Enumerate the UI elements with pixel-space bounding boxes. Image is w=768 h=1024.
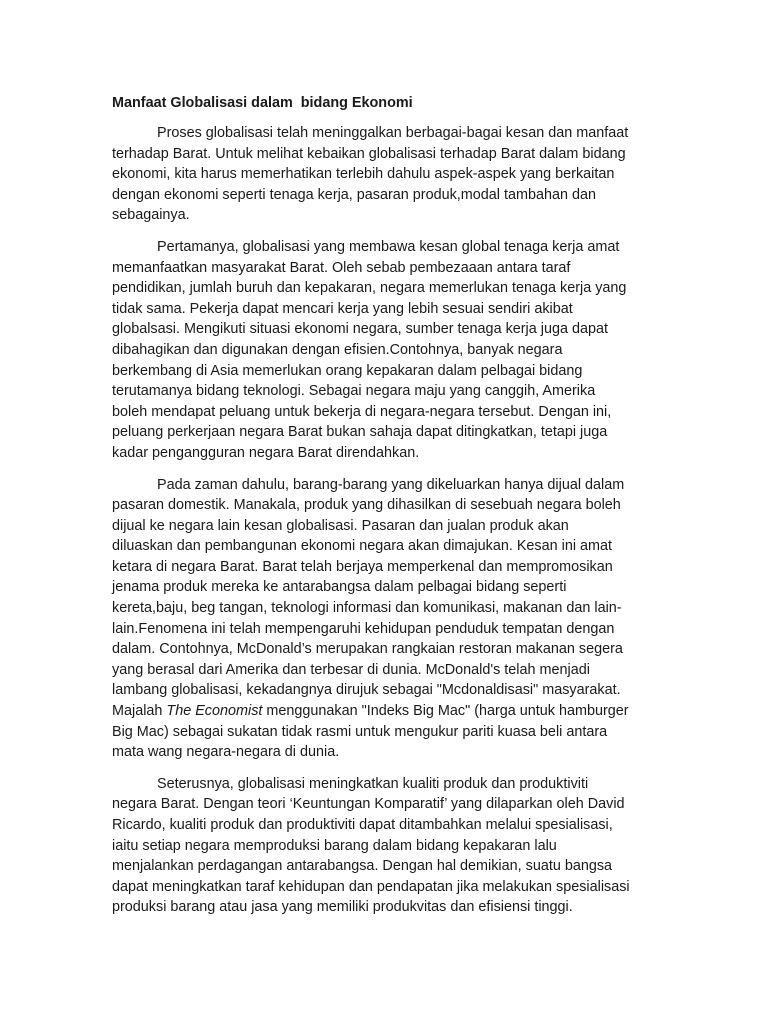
paragraph-line: dengan ekonomi seperti tenaga kerja, pasaran produk,modal tambahan dan — [112, 186, 597, 203]
paragraph-line: lain.Fenomena ini telah mempengaruhi kehidupan penduduk tempatan dengan — [112, 620, 615, 637]
paragraph-line: ekonomi, kita harus memerhatikan terlebih dahulu aspek-aspek yang berkaitan — [112, 166, 615, 183]
paragraph-line: kereta,baju, beg tangan, teknologi informasi dan komunikasi, makanan dan lain- — [112, 600, 622, 617]
paragraph-line: produksi barang atau jasa yang memiliki produkvitas dan efisiensi tinggi. — [112, 899, 573, 916]
paragraph-line: dijual ke negara lain kesan globalisasi. Pasaran dan jualan produk akan — [112, 517, 569, 534]
paragraph-line: kadar pengangguran negara Barat direndahkan. — [112, 444, 420, 461]
paragraph-line: globalsasi. Mengikuti situasi ekonomi negara, sumber tenaga kerja juga dapat — [112, 321, 608, 338]
text-run: menggunakan "Indeks Big Mac" (harga untuk hamburger — [262, 703, 629, 720]
paragraph-line: tidak sama. Pekerja dapat mencari kerja yang lebih sesuai sendiri akibat — [112, 300, 573, 317]
italic-publication-name: The Economist — [166, 703, 263, 720]
paragraph-line: mata wang negara-negara di dunia. — [112, 744, 340, 761]
paragraph-line: berkembang di Asia memerlukan orang kepakaran dalam pelbagai bidang — [112, 362, 583, 379]
paragraph-line: terutamanya bidang teknologi. Sebagai negara maju yang canggih, Amerika — [112, 383, 596, 400]
paragraph-line: negara Barat. Dengan teori ‘Keuntungan Komparatif’ yang dilaparkan oleh David — [112, 796, 625, 813]
paragraph-line: Seterusnya, globalisasi meningkatkan kualiti produk dan produktiviti — [157, 775, 589, 792]
paragraph-line: sebagainya. — [112, 207, 190, 224]
paragraph-line: jenama produk mereka ke antarabangsa dalam pelbagai bidang seperti — [112, 579, 567, 596]
paragraph-line: diluaskan dan pembangunan ekonomi negara akan dimajukan. Kesan ini amat — [112, 538, 613, 555]
paragraph-3 — [112, 475, 658, 763]
text-run: Majalah — [112, 703, 167, 720]
paragraph-line: Ricardo, kualiti produk dan produktiviti dapat ditambahkan melalui spesialisasi, — [112, 817, 613, 833]
paragraph-4 — [112, 774, 658, 918]
paragraph-line: dalam. Contohnya, McDonald’s merupakan rangkaian restoran makanan segera — [112, 641, 623, 658]
paragraph-line: dapat meningkatkan taraf kehidupan dan pendapatan jika melakukan spesialisasi — [112, 878, 630, 895]
paragraph-line: pasaran domestik. Manakala, produk yang dihasilkan di sesebuah negara boleh — [112, 497, 621, 514]
paragraph-line: yang berasal dari Amerika dan terbesar di dunia. McDonald's telah menjadi — [112, 661, 590, 678]
document-title: Manfaat Globalisasi dalam bidang Ekonomi — [112, 95, 413, 111]
paragraph-line: ketara di negara Barat. Barat telah berjaya memperkenal dan mempromosikan — [112, 558, 613, 575]
paragraph-line: memanfaatkan masyarakat Barat. Oleh sebab pembezaaan antara taraf — [112, 259, 571, 276]
paragraph-line: menjalankan perdagangan antarabangsa. Dengan hal demikian, suatu bangsa — [112, 858, 613, 875]
paragraph-line: Big Mac) sebagai sukatan tidak rasmi untuk mengukur pariti kuasa beli antara — [112, 723, 608, 740]
paragraph-line: Pada zaman dahulu, barang-barang yang dikeluarkan hanya dijual dalam — [157, 476, 625, 493]
paragraph-line: pendidikan, jumlah buruh dan kepakaran, negara memerlukan tenaga kerja yang — [112, 280, 627, 297]
paragraph-line: dibahagikan dan digunakan dengan efisien.Contohnya, banyak negara — [112, 341, 563, 358]
paragraph-line: Pertamanya, globalisasi yang membawa kesan global tenaga kerja amat — [157, 238, 620, 255]
paragraph-line-with-italic — [112, 701, 658, 722]
paragraph-line: Proses globalisasi telah meninggalkan berbagai-bagai kesan dan manfaat — [157, 125, 629, 141]
paragraph-line: lambang globalisasi, kekadangnya dirujuk sebagai "Mcdonaldisasi" masyarakat. — [112, 682, 621, 699]
paragraph-2 — [112, 237, 658, 464]
document-page — [112, 94, 658, 929]
paragraph-line: terhadap Barat. Untuk melihat kebaikan globalisasi terhadap Barat dalam bidang — [112, 145, 626, 162]
paragraph-1 — [112, 123, 658, 226]
paragraph-line: peluang perkerjaan negara Barat bukan sahaja dapat ditingkatkan, tetapi juga — [112, 424, 608, 441]
paragraph-line: boleh mendapat peluang untuk bekerja di negara-negara tersebut. Dengan ini, — [112, 403, 612, 420]
paragraph-line: iaitu setiap negara memproduksi barang dalam bidang kepakaran lalu — [112, 837, 557, 854]
